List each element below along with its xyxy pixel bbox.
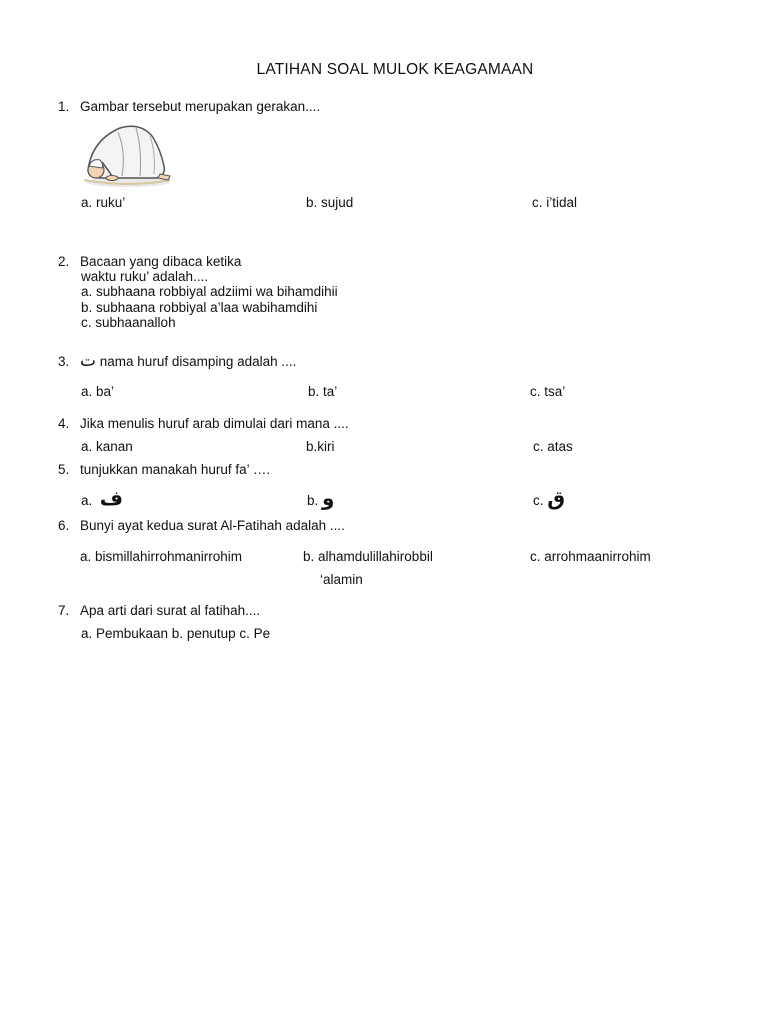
arabic-letter-wau: و	[322, 486, 335, 510]
q4-option-c: c. atas	[533, 439, 573, 454]
question-text: Apa arti dari surat al fatihah....	[80, 603, 261, 618]
question-2	[58, 254, 241, 269]
q6-option-c: c. arrohmaanirrohim	[530, 549, 651, 564]
question-6	[58, 518, 345, 533]
q2-option-a: a. subhaana robbiyal adziimi wa bihamdihii	[81, 284, 338, 299]
q5-option-a	[81, 486, 123, 510]
q4-option-b: b.kiri	[306, 439, 335, 454]
question-number: 7.	[58, 603, 70, 618]
q2-option-c: c. subhaanalloh	[81, 315, 176, 330]
q1-option-b: b. sujud	[306, 195, 354, 210]
question-number: 3.	[58, 354, 70, 369]
q1-option-a: a. ruku’	[81, 195, 126, 210]
question-7	[58, 603, 260, 618]
q6-option-b-line2: ‘alamin	[320, 572, 363, 587]
question-text: Bacaan yang dibaca ketika	[80, 254, 242, 269]
question-text: nama huruf disamping adalah ....	[99, 354, 297, 369]
question-4	[58, 416, 349, 431]
q6-option-a: a. bismillahirrohmanirrohim	[80, 549, 243, 564]
question-number: 6.	[58, 518, 70, 533]
q3-option-a: a. ba’	[81, 384, 115, 399]
page-title: LATIHAN SOAL MULOK KEAGAMAAN	[256, 61, 534, 78]
question-number: 4.	[58, 416, 70, 431]
q3-option-b: b. ta’	[308, 384, 338, 399]
question-number: 1.	[58, 99, 70, 114]
arabic-letter-qaf: ق	[547, 486, 566, 510]
question-text: tunjukkan manakah huruf fa’ ….	[80, 462, 271, 477]
option-label: a.	[81, 493, 93, 508]
q5-option-c	[533, 486, 565, 510]
q7-options: a. Pembukaan b. penutup c. Pe	[81, 626, 271, 641]
arabic-letter-ta: ت	[80, 351, 97, 371]
option-label: b.	[307, 493, 319, 508]
question-2-text-line2: waktu ruku’ adalah....	[81, 269, 209, 284]
question-text: Bunyi ayat kedua surat Al-Fatihah adalah ....	[80, 518, 345, 533]
question-number: 2.	[58, 254, 70, 269]
sujud-figure-image	[78, 118, 174, 190]
arabic-letter-fa: ف	[99, 486, 124, 510]
question-number: 5.	[58, 462, 70, 477]
option-label: c.	[533, 493, 544, 508]
q3-option-c: c. tsa’	[530, 384, 566, 399]
q2-option-b: b. subhaana robbiyal a’laa wabihamdihi	[81, 300, 318, 315]
question-text: Jika menulis huruf arab dimulai dari mana ....	[80, 416, 349, 431]
question-3	[58, 351, 296, 371]
q5-option-b	[307, 486, 334, 510]
q1-option-c: c. i’tidal	[532, 195, 578, 210]
q4-option-a: a. kanan	[81, 439, 133, 454]
question-5	[58, 462, 270, 477]
question-text: Gambar tersebut merupakan gerakan....	[80, 99, 321, 114]
question-1	[58, 99, 320, 114]
q6-option-b: b. alhamdulillahirobbil	[303, 549, 433, 564]
